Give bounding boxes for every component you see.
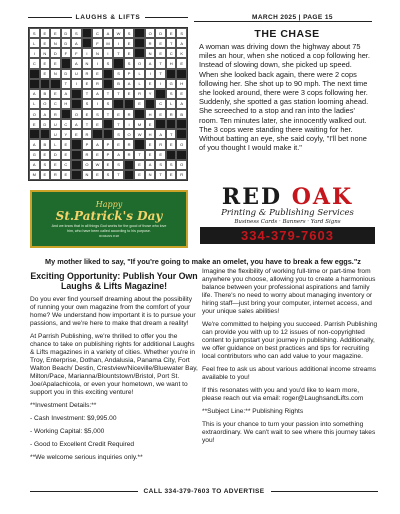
crossword-cell[interactable]: H	[166, 58, 177, 68]
crossword-cell[interactable]: R	[166, 109, 177, 119]
crossword-block	[29, 69, 40, 79]
crossword-cell[interactable]: A	[113, 150, 124, 160]
crossword-cell[interactable]: C	[155, 99, 166, 109]
article-paragraph: **Investment Details:**	[30, 402, 97, 409]
section-header	[28, 14, 188, 21]
crossword-cell[interactable]: S	[82, 99, 93, 109]
crossword-cell[interactable]: R	[124, 139, 135, 149]
crossword-cell[interactable]: S	[176, 28, 187, 38]
crossword-cell[interactable]: E	[61, 139, 72, 149]
crossword-block	[103, 69, 114, 79]
crossword-cell[interactable]: L	[29, 99, 40, 109]
crossword-cell[interactable]: R	[50, 170, 61, 180]
crossword-cell[interactable]: H	[61, 99, 72, 109]
crossword-cell[interactable]: S	[29, 28, 40, 38]
crossword-cell[interactable]: E	[40, 58, 51, 68]
section-name: LAUGHS & LIFTS	[75, 14, 141, 21]
crossword-block	[71, 160, 82, 170]
ad-verse-ref: ROMANS 8:28	[99, 233, 119, 238]
article-paragraph: **Subject Line:** Publishing Rights	[202, 408, 304, 415]
red-oak-phone[interactable]: 334-379-7603	[200, 227, 375, 244]
crossword-cell[interactable]: E	[50, 160, 61, 170]
crossword-block	[82, 38, 93, 48]
crossword-cell[interactable]: W	[134, 129, 145, 139]
crossword-block	[166, 150, 177, 160]
crossword-cell[interactable]: P	[82, 139, 93, 149]
crossword-cell[interactable]: N	[82, 58, 93, 68]
crossword-cell[interactable]: Y	[61, 129, 72, 139]
crossword-cell[interactable]: N	[145, 48, 156, 58]
crossword-cell[interactable]: T	[155, 69, 166, 79]
crossword-cell[interactable]: L	[134, 79, 145, 89]
crossword-cell[interactable]: B	[40, 139, 51, 149]
crossword-cell[interactable]: C	[61, 119, 72, 129]
crossword-cell[interactable]: T	[155, 170, 166, 180]
crossword-cell[interactable]: A	[92, 89, 103, 99]
crossword-cell[interactable]: N	[40, 48, 51, 58]
crossword-cell[interactable]: I	[113, 38, 124, 48]
crossword-block	[124, 170, 135, 180]
chase-paragraph: A woman was driving down the highway about 75 miles an hour, when she noticed a cop following her. Instead of slowing down, she picked up speed.	[199, 42, 370, 70]
ad-verse: And we know that in all things God works for the good of those who love him, who have been called according to his purpose.	[51, 224, 167, 233]
crossword-cell[interactable]: O	[134, 58, 145, 68]
crossword-cell[interactable]: U	[50, 129, 61, 139]
crossword-block	[40, 79, 51, 89]
crossword-block	[71, 170, 82, 180]
chase-paragraph: Suddenly, she spotted a gas station looming ahead. She screeched to a stop and ran into the ladies' room. Ten minutes later, she innocently walked out.	[199, 97, 369, 125]
red-oak-ad[interactable]	[200, 186, 375, 254]
crossword-cell[interactable]: N	[82, 170, 93, 180]
article-paragraph: At Parrish Publishing, we're thrilled to offer you the chance to take on publishing rights for additional Laughs & Lifts magazines in a variety of cities. Whether you're in Troy, Enterprise, Dothan, Andalusia, Panama City, Fort Walton Beach/ Destin, Crestview/Niceville/Bluewater Bay, Milton/Pace, Marianna/Blountstown/Bristol, Port St. Joe/Apalachicola, or even your hometown, we want to support you in this exciting venture!	[30, 333, 198, 396]
crossword-cell[interactable]: I	[103, 48, 114, 58]
crossword-block	[71, 99, 82, 109]
crossword-block	[176, 119, 187, 129]
crossword-cell[interactable]: A	[29, 139, 40, 149]
crossword-cell[interactable]: E	[92, 150, 103, 160]
crossword-cell[interactable]: E	[155, 150, 166, 160]
crossword-cell[interactable]: P	[124, 69, 135, 79]
crossword-cell[interactable]: P	[103, 150, 114, 160]
article-paragraph: - Cash Investment: $9,995.00	[30, 415, 117, 422]
header-rule-right	[145, 17, 189, 18]
crossword-block	[29, 79, 40, 89]
header-rule-left	[28, 17, 72, 18]
crossword-block	[134, 48, 145, 58]
crossword-cell[interactable]: E	[92, 69, 103, 79]
crossword-cell[interactable]: E	[92, 170, 103, 180]
article-paragraph: - Working Capital: $5,000	[30, 428, 105, 435]
crossword-cell[interactable]: C	[50, 99, 61, 109]
crossword-block	[155, 119, 166, 129]
crossword-cell[interactable]: I	[145, 69, 156, 79]
crossword-cell[interactable]: L	[29, 38, 40, 48]
red-oak-services: Business Cards · Banners · Yard Signs	[234, 219, 341, 225]
crossword-cell[interactable]: T	[61, 79, 72, 89]
chase-paragraph: The 3 cops were standing there waiting for her. Without batting an eye, she said coyly, "I'll bet none of you thought I would make it."	[199, 124, 367, 153]
crossword-cell[interactable]: D	[61, 38, 72, 48]
crossword-cell[interactable]: T	[103, 109, 114, 119]
crossword-cell[interactable]: S	[103, 99, 114, 109]
date-page: MARCH 2025 | PAGE 15	[252, 14, 333, 21]
crossword-block	[134, 38, 145, 48]
crossword-cell[interactable]: E	[50, 28, 61, 38]
crossword-cell[interactable]: A	[155, 129, 166, 139]
crossword-cell[interactable]: A	[71, 58, 82, 68]
article-paragraph: - Good to Excellent Credit Required	[30, 441, 135, 448]
crossword-cell[interactable]: P	[103, 139, 114, 149]
crossword-cell[interactable]: H	[176, 79, 187, 89]
crossword-cell[interactable]: C	[166, 48, 177, 58]
red-oak-logo	[200, 186, 375, 208]
crossword-cell[interactable]: E	[166, 139, 177, 149]
crossword-cell[interactable]: G	[29, 150, 40, 160]
crossword-cell[interactable]: E	[124, 48, 135, 58]
crossword-cell[interactable]: T	[113, 119, 124, 129]
crossword-cell[interactable]: O	[145, 28, 156, 38]
crossword-cell[interactable]: E	[40, 170, 51, 180]
crossword-cell[interactable]: L	[166, 99, 177, 109]
crossword-cell[interactable]: R	[176, 170, 187, 180]
crossword-cell[interactable]: B	[176, 109, 187, 119]
crossword-cell[interactable]: D	[50, 48, 61, 58]
crossword-cell[interactable]: B	[40, 89, 51, 99]
crossword-cell[interactable]: A	[124, 79, 135, 89]
crossword-cell[interactable]: S	[92, 109, 103, 119]
quote-line: My mother liked to say, "If you're going to make an omelet, you have to break a few eggs."z	[45, 257, 361, 266]
logo-red: RED	[221, 184, 283, 210]
crossword-cell[interactable]: R	[124, 150, 135, 160]
crossword-cell[interactable]: R	[82, 69, 93, 79]
crossword-block	[113, 58, 124, 68]
crossword-cell[interactable]: A	[61, 89, 72, 99]
crossword-cell[interactable]: T	[134, 150, 145, 160]
header-rule	[194, 21, 372, 22]
st-patricks-ad[interactable]	[30, 190, 188, 248]
crossword-cell[interactable]: T	[155, 58, 166, 68]
crossword-cell[interactable]: S	[166, 89, 177, 99]
article-paragraph: Imagine the flexibility of working full-time or part-time from anywhere you choose, allowing you to create a harmonious balance between your professional aspirations and family life. There's no need to worry about managing inventory or hiring staff—just bring your computer, internet access, and your unique sales abilities!	[202, 268, 376, 315]
crossword-cell[interactable]: E	[145, 119, 156, 129]
crossword-cell[interactable]: U	[50, 119, 61, 129]
crossword-cell[interactable]: I	[71, 79, 82, 89]
crossword-cell[interactable]: E	[103, 160, 114, 170]
article-title: Exciting Opportunity: Publish Your Own Laughs & Lifts Magazine!	[30, 271, 198, 291]
crossword-cell[interactable]: D	[50, 150, 61, 160]
crossword-block	[145, 99, 156, 109]
crossword-cell[interactable]: T	[82, 89, 93, 99]
crossword-block	[166, 69, 177, 79]
crossword-cell[interactable]: S	[124, 28, 135, 38]
crossword-cell[interactable]: T	[113, 89, 124, 99]
crossword-block	[103, 129, 114, 139]
chase-paragraph: When she looked back again, there were 2 cops following her. She shot up to 90 mph. The next time she looked around, there were 3 cops following her.	[199, 69, 368, 98]
crossword-block	[61, 109, 72, 119]
crossword-cell[interactable]: S	[40, 160, 51, 170]
crossword-cell[interactable]: I	[124, 119, 135, 129]
crossword-cell[interactable]: S	[155, 160, 166, 170]
crossword-cell[interactable]: E	[61, 150, 72, 160]
crossword-cell[interactable]: N	[145, 170, 156, 180]
crossword-cell[interactable]: E	[155, 109, 166, 119]
crossword-cell[interactable]: A	[29, 160, 40, 170]
crossword-cell[interactable]: E	[29, 119, 40, 129]
crossword-cell[interactable]: E	[82, 109, 93, 119]
ad-happy: Happy	[95, 200, 123, 210]
crossword-cell[interactable]: F	[92, 38, 103, 48]
crossword-block	[176, 129, 187, 139]
crossword-cell[interactable]: S	[71, 28, 82, 38]
crossword-cell[interactable]: T	[166, 129, 177, 139]
crossword-cell[interactable]: H	[145, 129, 156, 139]
crossword-cell[interactable]: E	[113, 139, 124, 149]
crossword-block	[176, 150, 187, 160]
crossword-cell[interactable]: E	[61, 170, 72, 180]
red-oak-subtitle: Printing & Publishing Services	[221, 208, 354, 218]
crossword-cell[interactable]: E	[71, 129, 82, 139]
footer-rule-left	[30, 491, 138, 492]
crossword-cell[interactable]: C	[92, 28, 103, 38]
article-right-column	[202, 268, 378, 450]
article-paragraph: This is your chance to turn your passion into something extraordinary. We can't wait to see where this journey takes you!	[202, 421, 376, 444]
crossword-block	[61, 58, 72, 68]
crossword-cell[interactable]: A	[176, 38, 187, 48]
chase-title: THE CHASE	[254, 28, 320, 40]
crossword-cell[interactable]: S	[166, 160, 177, 170]
crossword-block	[29, 129, 40, 139]
crossword-cell[interactable]: S	[113, 129, 124, 139]
crossword-cell[interactable]: E	[40, 150, 51, 160]
crossword-cell[interactable]: R	[92, 79, 103, 89]
crossword-cell[interactable]: O	[124, 129, 135, 139]
crossword-cell[interactable]: F	[71, 48, 82, 58]
footer-text: CALL 334-379-7603 TO ADVERTISE	[143, 488, 265, 495]
crossword-block	[103, 79, 114, 89]
crossword-cell[interactable]: A	[176, 99, 187, 109]
crossword-cell[interactable]: T	[166, 38, 177, 48]
crossword-cell[interactable]: E	[40, 69, 51, 79]
logo-oak: OAK	[291, 184, 354, 210]
crossword-cell[interactable]: E	[124, 38, 135, 48]
crossword-cell[interactable]: R	[50, 109, 61, 119]
ad-title: St.Patrick's Day	[55, 209, 163, 224]
chase-story	[199, 28, 375, 152]
crossword-cell[interactable]: A	[92, 139, 103, 149]
crossword-cell[interactable]: F	[61, 48, 72, 58]
crossword-cell[interactable]: A	[71, 38, 82, 48]
crossword-cell[interactable]: I	[92, 99, 103, 109]
crossword-block	[155, 89, 166, 99]
crossword-cell[interactable]: S	[103, 170, 114, 180]
crossword-cell[interactable]: O	[40, 99, 51, 109]
article-paragraph: **We welcome serious inquiries only.**	[30, 454, 143, 461]
crossword-cell[interactable]: I	[92, 58, 103, 68]
crossword-cell[interactable]: G	[166, 79, 177, 89]
crossword-cell[interactable]: I	[155, 79, 166, 89]
crossword-cell[interactable]: T	[113, 48, 124, 58]
crossword-block	[71, 89, 82, 99]
crossword-block	[166, 119, 177, 129]
crossword-cell[interactable]: I	[29, 48, 40, 58]
crossword-block	[71, 150, 82, 160]
crossword-cell[interactable]: C	[29, 58, 40, 68]
crossword-cell[interactable]: A	[40, 109, 51, 119]
article-paragraph: We're committed to helping you succeed. Parrish Publishing can provide you with up to 12 issues of non-copyrighted content to jumpstart your journey in publishing. Additionally, we offer guidance on best practices and tips for recruiting local contributors who can add value to your magazine.	[202, 321, 378, 360]
crossword-cell[interactable]: E	[166, 28, 177, 38]
crossword-cell[interactable]: O	[29, 109, 40, 119]
crossword-cell[interactable]: Y	[145, 89, 156, 99]
crossword-grid[interactable]	[28, 27, 188, 181]
crossword-cell[interactable]: E	[40, 28, 51, 38]
crossword-cell[interactable]: C	[61, 160, 72, 170]
crossword-cell[interactable]: S	[113, 69, 124, 79]
crossword-cell[interactable]: E	[145, 150, 156, 160]
crossword-cell[interactable]: W	[113, 28, 124, 38]
crossword-cell[interactable]: I	[82, 48, 93, 58]
crossword-cell[interactable]: L	[50, 139, 61, 149]
crossword-block	[50, 79, 61, 89]
crossword-cell[interactable]: N	[50, 69, 61, 79]
crossword-cell[interactable]: T	[82, 119, 93, 129]
crossword-cell[interactable]: R	[82, 150, 93, 160]
crossword-cell[interactable]: N	[92, 48, 103, 58]
crossword-cell[interactable]: E	[82, 79, 93, 89]
crossword-cell[interactable]: A	[103, 28, 114, 38]
crossword-block	[134, 139, 145, 149]
crossword-block	[40, 129, 51, 139]
crossword-cell[interactable]: M	[134, 119, 145, 129]
crossword-cell[interactable]: E	[50, 58, 61, 68]
crossword-cell[interactable]: H	[145, 109, 156, 119]
crossword-cell[interactable]: U	[71, 69, 82, 79]
crossword-block	[134, 109, 145, 119]
crossword-cell[interactable]: E	[134, 99, 145, 109]
crossword-cell[interactable]: B	[113, 79, 124, 89]
crossword-cell[interactable]: E	[145, 139, 156, 149]
crossword-cell[interactable]: O	[176, 160, 187, 170]
crossword-cell[interactable]: O	[71, 109, 82, 119]
crossword-block	[124, 160, 135, 170]
crossword-block	[71, 139, 82, 149]
crossword-cell[interactable]: E	[92, 119, 103, 129]
crossword-cell[interactable]: E	[176, 89, 187, 99]
footer	[30, 488, 378, 495]
crossword-cell[interactable]: E	[145, 79, 156, 89]
crossword-cell[interactable]: E	[155, 48, 166, 58]
crossword-cell[interactable]: E	[134, 160, 145, 170]
crossword-cell[interactable]: A	[145, 160, 156, 170]
article-paragraph: Do you ever find yourself dreaming about the possibility of running your own magazine from the comfort of your home? We understand how important it is to pursue your passions, and we're here to make that dream a reality!	[30, 296, 196, 327]
footer-rule-right	[271, 491, 379, 492]
crossword-cell[interactable]: E	[155, 38, 166, 48]
crossword-cell[interactable]: E	[166, 170, 177, 180]
crossword-cell[interactable]: T	[103, 89, 114, 99]
crossword-cell[interactable]: O	[176, 139, 187, 149]
crossword-cell[interactable]: M	[103, 38, 114, 48]
crossword-block	[103, 119, 114, 129]
crossword-cell[interactable]: A	[145, 58, 156, 68]
crossword-cell[interactable]: E	[40, 38, 51, 48]
crossword-cell[interactable]: S	[124, 58, 135, 68]
crossword-block	[92, 129, 103, 139]
crossword-cell[interactable]: A	[29, 89, 40, 99]
crossword-cell[interactable]: L	[134, 69, 145, 79]
crossword-cell[interactable]: D	[40, 119, 51, 129]
crossword-cell[interactable]: A	[71, 119, 82, 129]
crossword-cell[interactable]: K	[176, 48, 187, 58]
crossword-block	[176, 69, 187, 79]
crossword-block	[82, 28, 93, 38]
crossword-cell[interactable]: R	[82, 129, 93, 139]
crossword-cell[interactable]: M	[29, 170, 40, 180]
crossword-cell[interactable]: E	[134, 170, 145, 180]
crossword-cell[interactable]: R	[145, 38, 156, 48]
crossword-cell[interactable]: N	[50, 38, 61, 48]
crossword-cell[interactable]: R	[124, 109, 135, 119]
crossword-cell[interactable]: W	[92, 160, 103, 170]
crossword-cell[interactable]: E	[176, 58, 187, 68]
crossword-cell[interactable]: D	[155, 28, 166, 38]
crossword-cell[interactable]: D	[61, 28, 72, 38]
crossword-cell[interactable]: R	[134, 89, 145, 99]
crossword-cell[interactable]: D	[61, 69, 72, 79]
crossword-cell[interactable]: E	[50, 89, 61, 99]
crossword-cell[interactable]: E	[113, 109, 124, 119]
crossword-cell[interactable]: O	[82, 160, 93, 170]
contact-email-paragraph[interactable]: If this resonates with you and you'd like to learn more, please reach out via email: roger@LaughsandLifts.com	[202, 387, 364, 402]
crossword-cell[interactable]: T	[113, 170, 124, 180]
crossword-block	[124, 99, 135, 109]
crossword-cell[interactable]: E	[124, 89, 135, 99]
article-left-column	[30, 271, 198, 467]
crossword-cell[interactable]: R	[155, 139, 166, 149]
crossword-cell[interactable]: S	[103, 58, 114, 68]
article-paragraph: Feel free to ask us about various additional income streams available to you!	[202, 366, 377, 381]
crossword-block	[113, 99, 124, 109]
crossword-cell[interactable]: S	[113, 160, 124, 170]
crossword-block	[134, 28, 145, 38]
